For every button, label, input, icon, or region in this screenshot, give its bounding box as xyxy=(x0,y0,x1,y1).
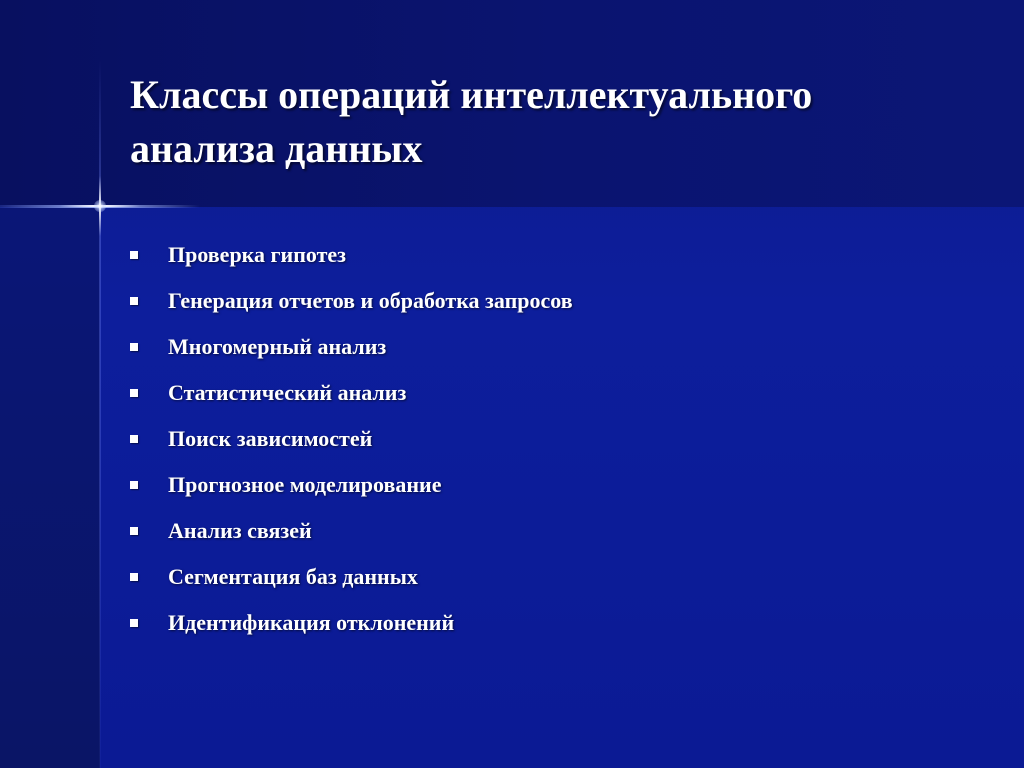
list-item xyxy=(130,324,573,370)
slide-title-line-1: Классы операций интеллектуального xyxy=(130,72,813,117)
square-bullet-icon xyxy=(130,343,138,351)
list-item xyxy=(130,600,573,646)
list-item-text: Сегментация баз данных xyxy=(168,564,418,589)
square-bullet-icon xyxy=(130,389,138,397)
square-bullet-icon xyxy=(130,251,138,259)
list-item xyxy=(130,508,573,554)
slide-title xyxy=(130,68,990,176)
left-column-panel xyxy=(0,207,100,768)
list-item-text: Статистический анализ xyxy=(168,380,407,405)
bullet-list xyxy=(130,232,573,646)
list-item-text: Прогнозное моделирование xyxy=(168,472,442,497)
square-bullet-icon xyxy=(130,619,138,627)
vertical-divider xyxy=(99,60,101,768)
list-item-text: Анализ связей xyxy=(168,518,312,543)
square-bullet-icon xyxy=(130,297,138,305)
list-item-text: Генерация отчетов и обработка запросов xyxy=(168,288,573,313)
list-item-text: Проверка гипотез xyxy=(168,242,346,267)
list-item xyxy=(130,554,573,600)
list-item xyxy=(130,462,573,508)
square-bullet-icon xyxy=(130,573,138,581)
list-item xyxy=(130,416,573,462)
square-bullet-icon xyxy=(130,527,138,535)
square-bullet-icon xyxy=(130,481,138,489)
list-item-text: Поиск зависимостей xyxy=(168,426,373,451)
list-item xyxy=(130,232,573,278)
list-item xyxy=(130,370,573,416)
list-item xyxy=(130,278,573,324)
list-item-text: Идентификация отклонений xyxy=(168,610,455,635)
list-item-text: Многомерный анализ xyxy=(168,334,387,359)
slide-title-line-2: анализа данных xyxy=(130,126,423,171)
square-bullet-icon xyxy=(130,435,138,443)
